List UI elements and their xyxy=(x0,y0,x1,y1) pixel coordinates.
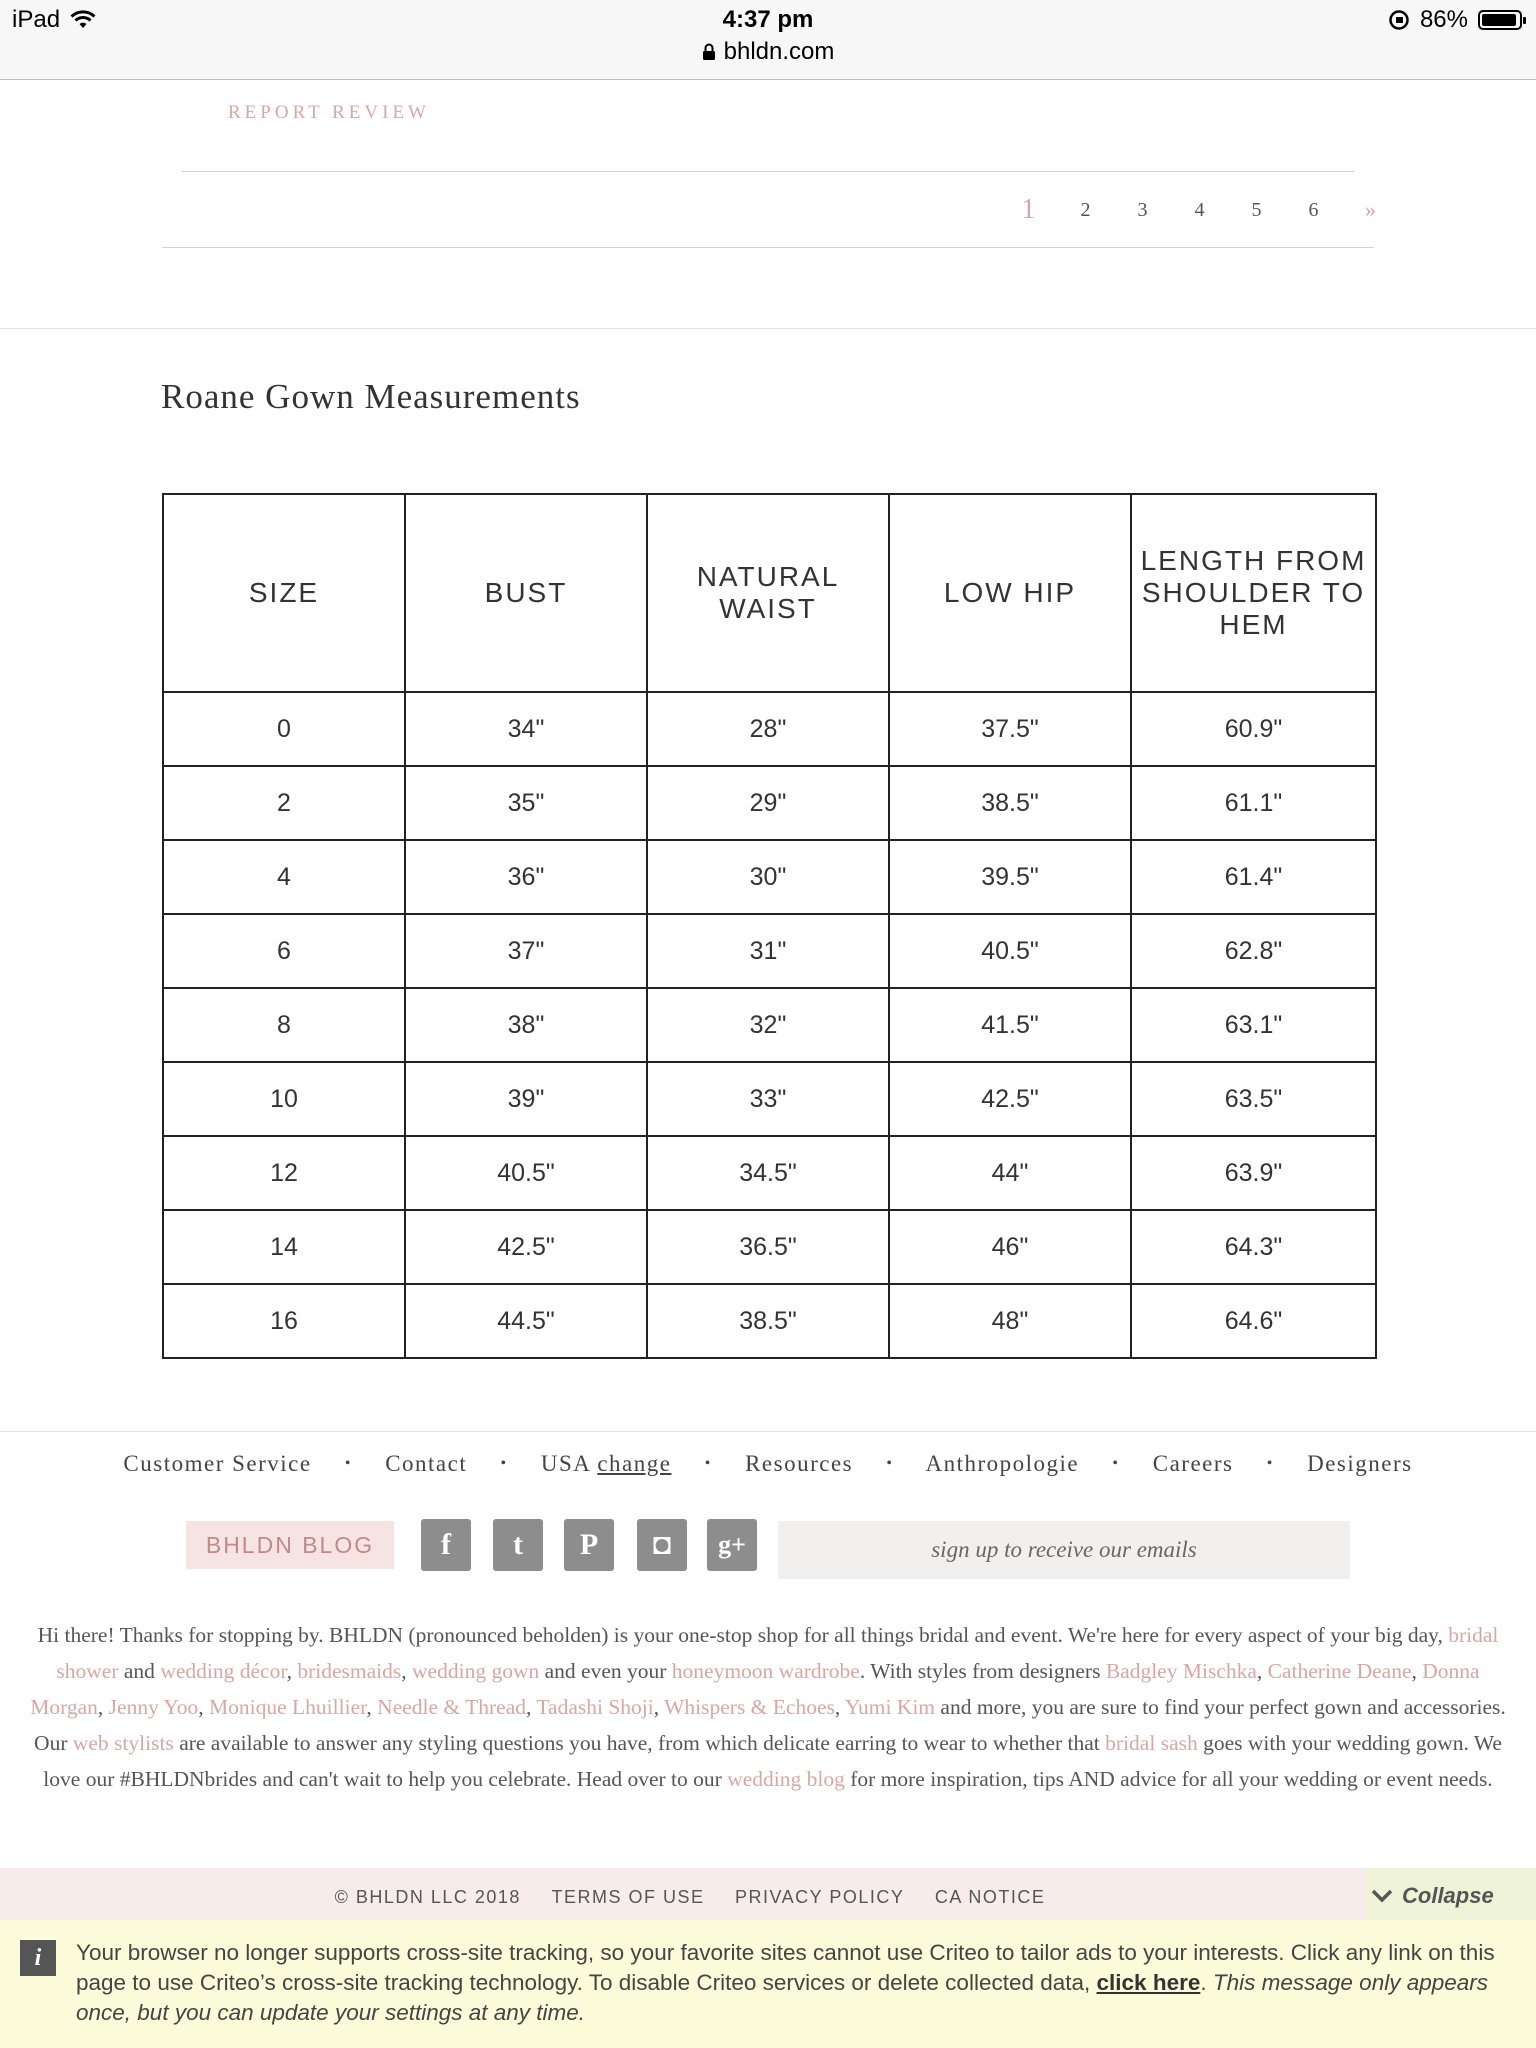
notice-text: . xyxy=(1200,1970,1213,1995)
cell-bust: 34" xyxy=(405,692,647,766)
section-divider xyxy=(0,328,1536,329)
cell-length: 64.3" xyxy=(1131,1210,1376,1284)
col-header-low-hip: LOW HIP xyxy=(889,494,1131,692)
cell-waist: 28" xyxy=(647,692,889,766)
cell-length: 64.6" xyxy=(1131,1284,1376,1358)
clock: 4:37 pm xyxy=(722,6,814,33)
col-header-length xyxy=(1131,494,1376,692)
nav-separator: • xyxy=(1112,1455,1120,1472)
cell-length: 63.1" xyxy=(1131,988,1376,1062)
nav-separator: • xyxy=(500,1455,508,1472)
table-header-row xyxy=(163,494,1376,692)
copyright: © BHLDN LLC 2018 xyxy=(334,1887,521,1907)
cell-bust: 39" xyxy=(405,1062,647,1136)
about-text: are available to answer any styling questions you have, from which delicate earring to wear to whether that xyxy=(173,1731,1106,1755)
cell-length: 61.4" xyxy=(1131,840,1376,914)
divider xyxy=(182,171,1354,172)
cell-bust: 35" xyxy=(405,766,647,840)
about-text: and xyxy=(118,1659,161,1683)
report-review-link[interactable]: REPORT REVIEW xyxy=(228,102,430,123)
link-bridesmaids[interactable]: bridesmaids xyxy=(297,1659,402,1683)
about-text: for more inspiration, tips AND advice for all your wedding or event needs. xyxy=(844,1767,1493,1791)
page-link[interactable]: 4 xyxy=(1194,198,1205,221)
nav-separator: • xyxy=(1266,1455,1274,1472)
table-row xyxy=(163,914,1376,988)
footer-link-designers[interactable]: Designers xyxy=(1307,1451,1413,1476)
cell-hip: 44" xyxy=(889,1136,1131,1210)
cell-size: 14 xyxy=(163,1210,405,1284)
link-donna-morgan[interactable]: Donna Morgan xyxy=(30,1659,1480,1719)
facebook-icon[interactable]: f xyxy=(421,1519,471,1571)
device-label: iPad xyxy=(12,6,61,33)
notice-italic-text: This message only appears once, but you can update your settings at any time. xyxy=(76,1970,1489,2025)
table-row xyxy=(163,840,1376,914)
cell-waist: 29" xyxy=(647,766,889,840)
about-text: , xyxy=(653,1695,665,1719)
cell-hip: 46" xyxy=(889,1210,1131,1284)
cell-waist: 32" xyxy=(647,988,889,1062)
about-text: , xyxy=(526,1695,537,1719)
cell-length: 63.5" xyxy=(1131,1062,1376,1136)
section-divider xyxy=(0,1431,1536,1432)
cell-length: 62.8" xyxy=(1131,914,1376,988)
cell-bust: 42.5" xyxy=(405,1210,647,1284)
cell-size: 2 xyxy=(163,766,405,840)
table-row xyxy=(163,1210,1376,1284)
nav-separator: • xyxy=(886,1455,894,1472)
about-text: , xyxy=(198,1695,210,1719)
footer-country-label: USA xyxy=(540,1451,591,1476)
cell-hip: 37.5" xyxy=(889,692,1131,766)
status-right xyxy=(1388,6,1522,34)
about-text: , xyxy=(286,1659,298,1683)
cell-waist: 36.5" xyxy=(647,1210,889,1284)
link-bridal-shower[interactable]: bridal shower xyxy=(56,1623,1499,1683)
privacy-policy-link[interactable]: PRIVACY POLICY xyxy=(734,1887,905,1907)
legal-bar xyxy=(0,1868,1536,1924)
lock-icon xyxy=(702,43,716,61)
about-text: , xyxy=(401,1659,413,1683)
cell-hip: 39.5" xyxy=(889,840,1131,914)
next-page-button[interactable]: » xyxy=(1365,197,1376,222)
cell-length: 63.9" xyxy=(1131,1136,1376,1210)
about-text: , xyxy=(1411,1659,1423,1683)
link-honeymoon-wardrobe[interactable]: honeymoon wardrobe xyxy=(671,1659,860,1683)
legal-links xyxy=(0,1887,1380,1908)
ca-notice-link[interactable]: CA NOTICE xyxy=(934,1887,1046,1907)
about-text: goes with your wedding gown. We love our #BHLDNbrides and can't wait to help you celebrate. Head over to our xyxy=(43,1731,1502,1791)
page-link[interactable]: 2 xyxy=(1080,198,1091,221)
footer-link-careers[interactable]: Careers xyxy=(1152,1451,1234,1476)
link-tadashi-shoji[interactable]: Tadashi Shoji xyxy=(536,1695,654,1719)
footer-link-contact[interactable]: Contact xyxy=(385,1451,468,1476)
about-text: , xyxy=(97,1695,109,1719)
ios-status-bar xyxy=(0,0,1536,80)
email-signup-input[interactable]: sign up to receive our emails xyxy=(778,1521,1350,1579)
table-row xyxy=(163,1062,1376,1136)
cell-waist: 33" xyxy=(647,1062,889,1136)
page-current[interactable]: 1 xyxy=(1021,194,1036,225)
page-link[interactable]: 5 xyxy=(1251,198,1262,221)
cell-waist: 38.5" xyxy=(647,1284,889,1358)
cell-bust: 44.5" xyxy=(405,1284,647,1358)
cell-waist: 34.5" xyxy=(647,1136,889,1210)
address-bar[interactable] xyxy=(0,38,1536,66)
cell-bust: 38" xyxy=(405,988,647,1062)
link-wedding-decor[interactable]: wedding décor xyxy=(160,1659,287,1683)
review-pagination xyxy=(1000,194,1399,226)
link-monique-lhuillier[interactable]: Monique Lhuillier xyxy=(209,1695,367,1719)
twitter-icon[interactable]: t xyxy=(493,1519,543,1571)
measurements-title: Roane Gown Measurements xyxy=(161,377,581,416)
link-catherine-deane[interactable]: Catherine Deane xyxy=(1267,1659,1412,1683)
cell-size: 16 xyxy=(163,1284,405,1358)
link-badgley-mischka[interactable]: Badgley Mischka xyxy=(1105,1659,1257,1683)
cell-size: 8 xyxy=(163,988,405,1062)
footer-link-customer-service[interactable]: Customer Service xyxy=(123,1451,312,1476)
col-header-bust: BUST xyxy=(405,494,647,692)
link-web-stylists[interactable]: web stylists xyxy=(72,1731,174,1755)
bhldn-blog-button[interactable]: BHLDN BLOG xyxy=(186,1521,394,1569)
link-needle-thread[interactable]: Needle & Thread xyxy=(377,1695,527,1719)
col-header-length-text: LENGTH FROM SHOULDER TO HEM xyxy=(1140,545,1367,640)
cell-size: 10 xyxy=(163,1062,405,1136)
about-text: . With styles from designers xyxy=(859,1659,1106,1683)
col-header-size: SIZE xyxy=(163,494,405,692)
link-jenny-yoo[interactable]: Jenny Yoo xyxy=(108,1695,199,1719)
page-link[interactable]: 3 xyxy=(1137,198,1148,221)
cell-size: 4 xyxy=(163,840,405,914)
link-wedding-blog[interactable]: wedding blog xyxy=(727,1767,845,1791)
cell-waist: 31" xyxy=(647,914,889,988)
cell-size: 6 xyxy=(163,914,405,988)
link-whispers-echoes[interactable]: Whispers & Echoes xyxy=(664,1695,835,1719)
cell-size: 12 xyxy=(163,1136,405,1210)
page-link[interactable]: 6 xyxy=(1308,198,1319,221)
chevron-down-icon xyxy=(1370,1888,1394,1904)
click-here-link[interactable]: click here xyxy=(1096,1970,1201,1995)
about-paragraph xyxy=(28,1617,1508,1797)
about-text: , xyxy=(1256,1659,1268,1683)
cell-hip: 38.5" xyxy=(889,766,1131,840)
cell-hip: 41.5" xyxy=(889,988,1131,1062)
about-text: , xyxy=(834,1695,845,1719)
table-row xyxy=(163,988,1376,1062)
cell-bust: 37" xyxy=(405,914,647,988)
link-bridal-sash[interactable]: bridal sash xyxy=(1105,1731,1198,1755)
collapse-label: Collapse xyxy=(1402,1883,1494,1908)
criteo-notice-banner xyxy=(0,1920,1536,2048)
about-text: , xyxy=(366,1695,378,1719)
cell-length: 61.1" xyxy=(1131,766,1376,840)
terms-of-use-link[interactable]: TERMS OF USE xyxy=(551,1887,705,1907)
criteo-notice-text xyxy=(76,1938,1506,2028)
about-text: and more, you are sure to find your perfect gown and accessories. Our xyxy=(34,1695,1506,1755)
cell-hip: 40.5" xyxy=(889,914,1131,988)
footer-nav xyxy=(0,1451,1536,1477)
notice-text: Your browser no longer supports cross-site tracking, so your favorite sites cannot use Criteo to tailor ads to your interests. Click any link on this page to use Criteo’s cross-site tracking technology. To disable Criteo services or delete collected data, xyxy=(76,1940,1495,1995)
nav-separator: • xyxy=(704,1455,712,1472)
cell-length: 60.9" xyxy=(1131,692,1376,766)
link-wedding-gown[interactable]: wedding gown xyxy=(412,1659,540,1683)
pinterest-icon[interactable]: P xyxy=(564,1519,614,1571)
battery-percent: 86% xyxy=(1419,6,1468,33)
about-text: and even your xyxy=(539,1659,672,1683)
google-plus-icon[interactable]: g+ xyxy=(707,1519,757,1571)
cell-bust: 40.5" xyxy=(405,1136,647,1210)
change-country-link[interactable]: change xyxy=(597,1451,672,1476)
collapse-button[interactable] xyxy=(1366,1868,1536,1924)
measurements-table xyxy=(162,493,1377,1359)
cell-hip: 42.5" xyxy=(889,1062,1131,1136)
footer-link-resources[interactable]: Resources xyxy=(745,1451,854,1476)
cell-waist: 30" xyxy=(647,840,889,914)
battery-icon xyxy=(1478,10,1522,30)
cell-size: 0 xyxy=(163,692,405,766)
col-header-natural-waist xyxy=(647,494,889,692)
cell-hip: 48" xyxy=(889,1284,1131,1358)
table-row xyxy=(163,692,1376,766)
divider xyxy=(162,247,1374,248)
table-row xyxy=(163,1136,1376,1210)
instagram-icon[interactable]: ◘ xyxy=(637,1519,687,1571)
table-row xyxy=(163,766,1376,840)
nav-separator: • xyxy=(344,1455,352,1472)
footer-link-anthropologie[interactable]: Anthropologie xyxy=(925,1451,1080,1476)
cell-bust: 36" xyxy=(405,840,647,914)
table-row xyxy=(163,1284,1376,1358)
col-header-natural-waist-text: NATURAL WAIST xyxy=(696,561,840,624)
url-text: bhldn.com xyxy=(723,38,835,65)
orientation-lock-icon xyxy=(1388,9,1410,31)
info-icon: i xyxy=(20,1940,56,1976)
about-text: Hi there! Thanks for stopping by. BHLDN (pronounced beholden) is your one-stop shop for all things bridal and event. We're here for every aspect of your big day, xyxy=(37,1623,1449,1647)
link-yumi-kim[interactable]: Yumi Kim xyxy=(844,1695,936,1719)
